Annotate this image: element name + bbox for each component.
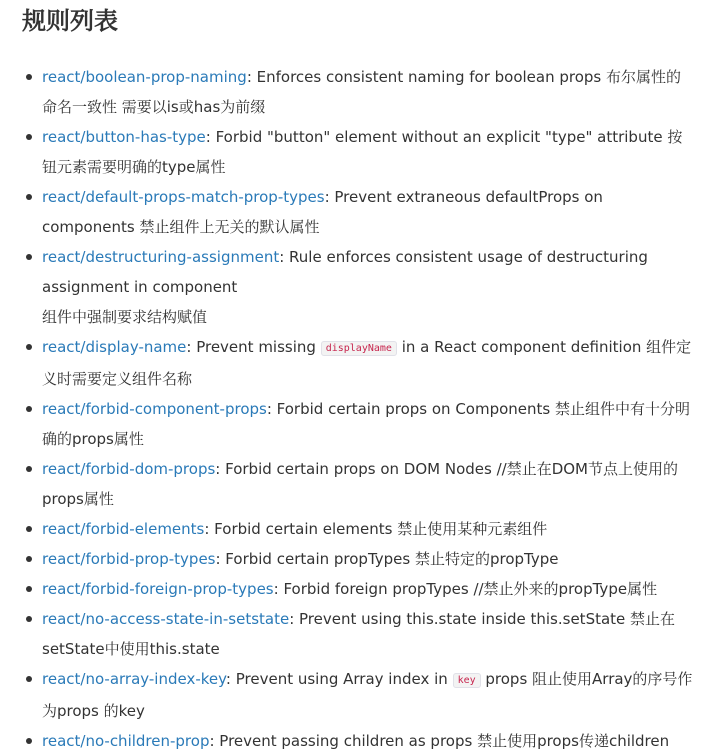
inline-code: displayName [321,341,397,356]
rule-description: : Forbid "button" element without an explicit "type" attribute 按钮元素需要明确的type属性 [42,128,683,176]
page-title: 规则列表 [22,7,118,35]
bullet-icon [26,466,32,472]
inline-code: key [453,673,481,688]
rule-link[interactable]: react/forbid-elements [42,520,205,538]
rule-link[interactable]: react/no-children-prop [42,732,210,750]
rule-link[interactable]: react/no-access-state-in-setstate [42,610,290,628]
rule-description: : Forbid certain props on Components 禁止组件中有十分明确的props属性 [42,400,691,448]
rule-link[interactable]: react/default-props-match-prop-types [42,188,325,206]
rule-link[interactable]: react/forbid-foreign-prop-types [42,580,274,598]
rule-link[interactable]: react/forbid-dom-props [42,460,216,478]
rule-description: : Forbid certain elements 禁止使用某种元素组件 [204,520,548,538]
bullet-icon [26,254,32,260]
rule-description: : Prevent passing children as props 禁止使用props传递children [209,732,670,750]
bullet-icon [26,194,32,200]
rule-description: : Prevent extraneous defaultProps on components 禁止组件上无关的默认属性 [42,188,603,236]
rule-link[interactable]: react/no-array-index-key [42,670,226,688]
bullet-icon [26,616,32,622]
rule-description: : Prevent using this.state inside this.setState 禁止在setState中使用this.state [42,610,676,658]
list-item [22,664,695,726]
bullet-icon [26,134,32,140]
bullet-icon [26,406,32,412]
list-item [22,394,695,454]
rule-description: : Forbid certain propTypes 禁止特定的propType [215,550,559,568]
list-item [22,574,695,604]
list-item [22,544,695,574]
rule-description: : Enforces consistent naming for boolean props 布尔属性的命名一致性 需要以is或has为前缀 [42,68,682,116]
rule-link[interactable]: react/boolean-prop-naming [42,68,247,86]
rule-link[interactable]: react/display-name [42,338,187,356]
rule-description: : Forbid certain props on DOM Nodes //禁止在DOM节点上使用的props属性 [42,460,678,508]
bullet-icon [26,586,32,592]
rule-description-after: in a React component definition 组件定义时需要定义组件名称 [42,338,692,388]
bullet-icon [26,526,32,532]
list-item [22,604,695,664]
list-item [22,62,695,122]
list-item [22,122,695,182]
bullet-icon [26,74,32,80]
rule-link[interactable]: react/forbid-component-props [42,400,267,418]
list-item [22,242,695,332]
rule-description-cn: 组件中强制要求结构赋值 [42,308,208,326]
rule-description: : Prevent missing [186,338,321,356]
list-item [22,726,695,756]
list-item [22,182,695,242]
list-item [22,332,695,394]
rule-description-after: props 阻止使用Array的序号作为props 的key [42,670,693,720]
rule-link[interactable]: react/button-has-type [42,128,206,146]
rule-description: : Rule enforces consistent usage of destructuring assignment in component [42,248,648,296]
list-item [22,514,695,544]
bullet-icon [26,676,32,682]
rule-description: : Forbid foreign propTypes //禁止外来的propType属性 [273,580,658,598]
rules-list [22,62,695,756]
rule-link[interactable]: react/forbid-prop-types [42,550,216,568]
bullet-icon [26,738,32,744]
bullet-icon [26,556,32,562]
list-item [22,454,695,514]
rule-description: : Prevent using Array index in [225,670,453,688]
rule-link[interactable]: react/destructuring-assignment [42,248,280,266]
bullet-icon [26,344,32,350]
